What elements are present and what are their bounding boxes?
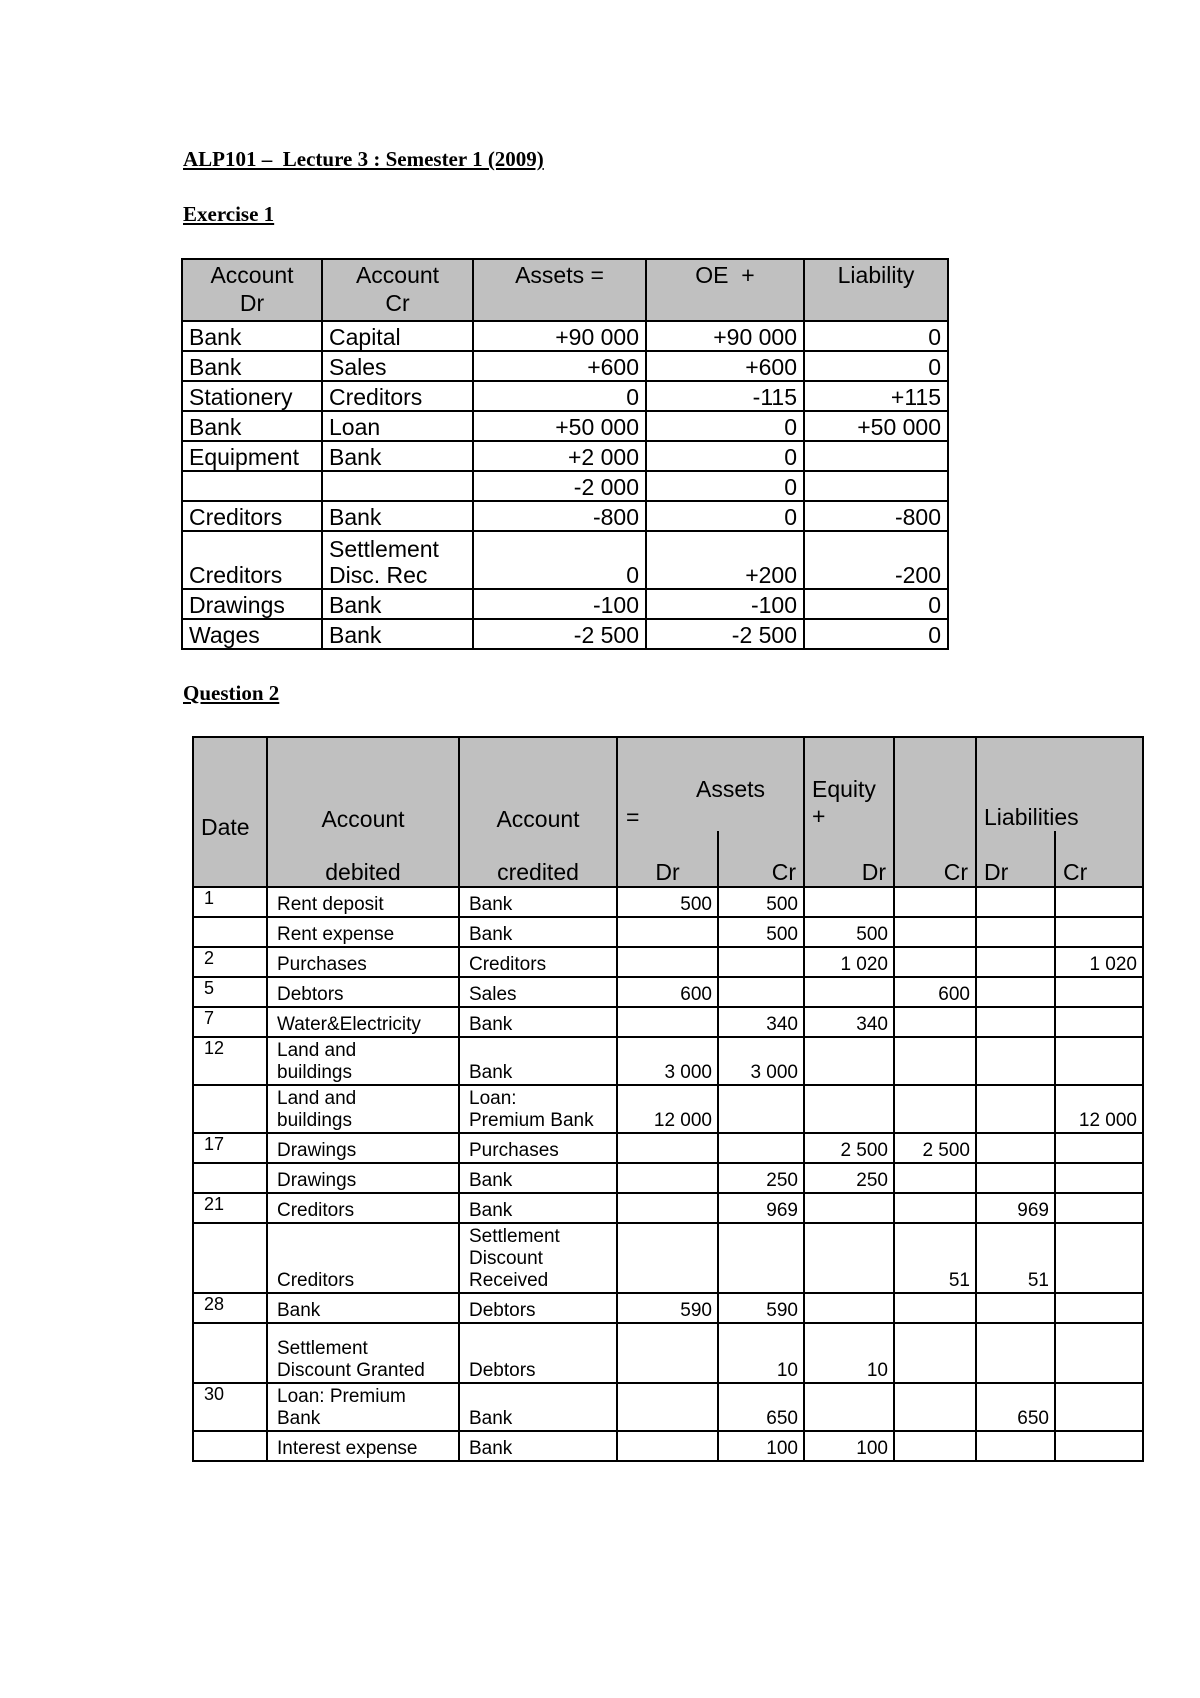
table-row xyxy=(182,589,948,619)
cell-equity-cr xyxy=(894,917,976,947)
cell-assets: +90 000 xyxy=(473,321,646,351)
cell-equity-dr: 2 500 xyxy=(804,1133,894,1163)
table-row xyxy=(182,381,948,411)
cell-account-debited: Drawings xyxy=(267,1133,459,1163)
header-equity: Equity + xyxy=(804,737,894,831)
cell-oe: -100 xyxy=(646,589,804,619)
cell-account-cr: Bank xyxy=(322,441,473,471)
header-account-debited: Account debited xyxy=(267,737,459,887)
table-row xyxy=(193,887,1143,917)
table-row xyxy=(182,441,948,471)
table-row xyxy=(193,1383,1143,1431)
cell-assets-cr xyxy=(718,1223,804,1293)
cell-account-credited: Bank xyxy=(459,887,617,917)
cell-account-debited: Creditors xyxy=(267,1223,459,1293)
table-row xyxy=(182,531,948,589)
header-liabilities: Liabilities xyxy=(976,737,1143,831)
cell-account-cr xyxy=(322,471,473,501)
cell-assets-cr: 969 xyxy=(718,1193,804,1223)
cell-account-debited: Rent expense xyxy=(267,917,459,947)
cell-liabilities-dr xyxy=(976,947,1055,977)
cell-oe: 0 xyxy=(646,471,804,501)
cell-equity-dr: 340 xyxy=(804,1007,894,1037)
table-row xyxy=(182,619,948,649)
cell-equity-dr: 1 020 xyxy=(804,947,894,977)
cell-account-debited: Debtors xyxy=(267,977,459,1007)
cell-date: 7 xyxy=(193,1007,267,1037)
cell-account-dr xyxy=(182,471,322,501)
cell-liability xyxy=(804,441,948,471)
cell-liabilities-dr xyxy=(976,1163,1055,1193)
question2-body xyxy=(193,887,1143,1461)
cell-date: 2 xyxy=(193,947,267,977)
cell-equity-cr xyxy=(894,1193,976,1223)
cell-assets-cr xyxy=(718,947,804,977)
cell-liabilities-cr xyxy=(1055,1431,1143,1461)
cell-equity-dr xyxy=(804,977,894,1007)
table-row xyxy=(193,1323,1143,1383)
cell-assets-dr: 500 xyxy=(617,887,718,917)
header-date: Date xyxy=(193,737,267,887)
header-assets-cr: Cr xyxy=(718,831,804,887)
cell-assets: +600 xyxy=(473,351,646,381)
cell-liabilities-cr xyxy=(1055,977,1143,1007)
cell-assets-dr xyxy=(617,1431,718,1461)
cell-date xyxy=(193,1223,267,1293)
cell-account-cr: Loan xyxy=(322,411,473,441)
cell-assets-cr: 10 xyxy=(718,1323,804,1383)
header-equity-cr: Cr xyxy=(894,831,976,887)
cell-assets-dr xyxy=(617,1383,718,1431)
exercise1-header-row xyxy=(182,259,948,321)
cell-assets-dr: 600 xyxy=(617,977,718,1007)
table-row xyxy=(182,351,948,381)
cell-assets-cr: 650 xyxy=(718,1383,804,1431)
header-liabilities-cr: Cr xyxy=(1055,831,1143,887)
cell-date: 1 xyxy=(193,887,267,917)
cell-liability: +50 000 xyxy=(804,411,948,441)
cell-oe: 0 xyxy=(646,411,804,441)
cell-assets-cr: 500 xyxy=(718,887,804,917)
cell-equity-cr xyxy=(894,1163,976,1193)
cell-equity-dr xyxy=(804,1293,894,1323)
cell-liability: 0 xyxy=(804,351,948,381)
table-row xyxy=(193,1085,1143,1133)
cell-assets-dr xyxy=(617,1007,718,1037)
cell-account-credited: Settlement Discount Received xyxy=(459,1223,617,1293)
cell-oe: -2 500 xyxy=(646,619,804,649)
cell-equity-dr: 100 xyxy=(804,1431,894,1461)
cell-date: 28 xyxy=(193,1293,267,1323)
cell-assets-cr: 250 xyxy=(718,1163,804,1193)
table-row xyxy=(182,321,948,351)
cell-liability: 0 xyxy=(804,589,948,619)
cell-assets: -100 xyxy=(473,589,646,619)
cell-equity-dr xyxy=(804,1193,894,1223)
cell-liabilities-dr xyxy=(976,1323,1055,1383)
cell-oe: 0 xyxy=(646,441,804,471)
cell-date: 17 xyxy=(193,1133,267,1163)
cell-account-cr: Bank xyxy=(322,589,473,619)
table-row xyxy=(193,1133,1143,1163)
cell-date: 21 xyxy=(193,1193,267,1223)
cell-equity-cr xyxy=(894,1085,976,1133)
header-liabilities-dr: Dr xyxy=(976,831,1055,887)
cell-liabilities-cr xyxy=(1055,917,1143,947)
cell-liabilities-dr xyxy=(976,917,1055,947)
cell-account-cr: Bank xyxy=(322,501,473,531)
cell-account-credited: Debtors xyxy=(459,1293,617,1323)
cell-account-debited: Settlement Discount Granted xyxy=(267,1323,459,1383)
header-equity-dr: Dr xyxy=(804,831,894,887)
cell-equity-dr xyxy=(804,887,894,917)
cell-date xyxy=(193,1163,267,1193)
cell-account-cr: Sales xyxy=(322,351,473,381)
header-assets: Assets = xyxy=(617,737,804,831)
cell-account-debited: Water&Electricity xyxy=(267,1007,459,1037)
header-equity-cr-top xyxy=(894,737,976,831)
table-row xyxy=(193,1007,1143,1037)
cell-date xyxy=(193,1085,267,1133)
header-account-dr: Account Dr xyxy=(182,259,322,321)
cell-account-credited: Bank xyxy=(459,1007,617,1037)
cell-assets-cr: 590 xyxy=(718,1293,804,1323)
cell-assets: +50 000 xyxy=(473,411,646,441)
cell-assets-dr: 3 000 xyxy=(617,1037,718,1085)
cell-account-debited: Creditors xyxy=(267,1193,459,1223)
cell-equity-dr xyxy=(804,1085,894,1133)
cell-account-debited: Drawings xyxy=(267,1163,459,1193)
cell-assets-cr: 3 000 xyxy=(718,1037,804,1085)
cell-account-dr: Creditors xyxy=(182,531,322,589)
cell-date: 5 xyxy=(193,977,267,1007)
cell-account-debited: Purchases xyxy=(267,947,459,977)
cell-equity-cr xyxy=(894,1037,976,1085)
cell-account-credited: Bank xyxy=(459,917,617,947)
cell-assets-cr: 500 xyxy=(718,917,804,947)
cell-liabilities-cr xyxy=(1055,1037,1143,1085)
cell-account-credited: Sales xyxy=(459,977,617,1007)
cell-equity-cr xyxy=(894,1323,976,1383)
cell-assets-cr: 100 xyxy=(718,1431,804,1461)
cell-account-dr: Drawings xyxy=(182,589,322,619)
cell-assets-dr: 590 xyxy=(617,1293,718,1323)
table-row xyxy=(193,1293,1143,1323)
cell-equity-cr xyxy=(894,1007,976,1037)
table-row xyxy=(193,1223,1143,1293)
exercise1-heading: Exercise 1 xyxy=(183,202,275,226)
cell-assets-dr xyxy=(617,1323,718,1383)
cell-assets-cr xyxy=(718,977,804,1007)
cell-assets-dr: 12 000 xyxy=(617,1085,718,1133)
header-assets-dr: Dr xyxy=(617,831,718,887)
cell-liabilities-dr xyxy=(976,1133,1055,1163)
cell-account-credited: Loan: Premium Bank xyxy=(459,1085,617,1133)
cell-liabilities-dr xyxy=(976,1085,1055,1133)
header-assets: Assets = xyxy=(473,259,646,321)
cell-equity-dr xyxy=(804,1383,894,1431)
cell-account-dr: Wages xyxy=(182,619,322,649)
question2-header-row-top xyxy=(193,737,1143,831)
cell-liabilities-cr xyxy=(1055,1323,1143,1383)
cell-assets-cr: 340 xyxy=(718,1007,804,1037)
cell-equity-cr xyxy=(894,1383,976,1431)
cell-oe: +200 xyxy=(646,531,804,589)
header-oe: OE + xyxy=(646,259,804,321)
table-row xyxy=(182,501,948,531)
cell-liabilities-dr: 51 xyxy=(976,1223,1055,1293)
cell-account-debited: Bank xyxy=(267,1293,459,1323)
table-row xyxy=(182,471,948,501)
cell-date: 30 xyxy=(193,1383,267,1431)
cell-assets-dr xyxy=(617,1163,718,1193)
table-row xyxy=(193,947,1143,977)
cell-liabilities-cr xyxy=(1055,1223,1143,1293)
cell-liabilities-dr xyxy=(976,977,1055,1007)
cell-assets-cr xyxy=(718,1085,804,1133)
cell-oe: +90 000 xyxy=(646,321,804,351)
cell-liabilities-dr xyxy=(976,1007,1055,1037)
cell-liability: +115 xyxy=(804,381,948,411)
cell-account-dr: Creditors xyxy=(182,501,322,531)
cell-account-credited: Creditors xyxy=(459,947,617,977)
header-liability: Liability xyxy=(804,259,948,321)
cell-date xyxy=(193,1431,267,1461)
cell-account-credited: Debtors xyxy=(459,1323,617,1383)
cell-liabilities-cr xyxy=(1055,887,1143,917)
cell-liabilities-dr xyxy=(976,1293,1055,1323)
cell-liabilities-dr xyxy=(976,1037,1055,1085)
cell-equity-cr xyxy=(894,1293,976,1323)
cell-assets-dr xyxy=(617,917,718,947)
cell-account-dr: Bank xyxy=(182,321,322,351)
cell-liability: 0 xyxy=(804,321,948,351)
cell-account-credited: Bank xyxy=(459,1193,617,1223)
cell-liabilities-cr xyxy=(1055,1007,1143,1037)
cell-equity-cr xyxy=(894,887,976,917)
cell-assets: 0 xyxy=(473,531,646,589)
question2-heading: Question 2 xyxy=(183,681,280,705)
table-row xyxy=(193,1037,1143,1085)
cell-account-dr: Bank xyxy=(182,351,322,381)
cell-liability xyxy=(804,471,948,501)
cell-liabilities-dr xyxy=(976,887,1055,917)
cell-liability: 0 xyxy=(804,619,948,649)
cell-account-credited: Bank xyxy=(459,1163,617,1193)
cell-liability: -800 xyxy=(804,501,948,531)
cell-account-dr: Bank xyxy=(182,411,322,441)
cell-liabilities-dr xyxy=(976,1431,1055,1461)
cell-account-debited: Land and buildings xyxy=(267,1037,459,1085)
cell-date xyxy=(193,1323,267,1383)
document-title: ALP101 – Lecture 3 : Semester 1 (2009) xyxy=(183,147,544,171)
table-row xyxy=(193,977,1143,1007)
cell-assets: 0 xyxy=(473,381,646,411)
cell-account-cr: Settlement Disc. Rec xyxy=(322,531,473,589)
table-row xyxy=(193,1163,1143,1193)
cell-liabilities-cr xyxy=(1055,1293,1143,1323)
cell-account-cr: Creditors xyxy=(322,381,473,411)
cell-liabilities-cr xyxy=(1055,1193,1143,1223)
cell-account-debited: Rent deposit xyxy=(267,887,459,917)
exercise1-body xyxy=(182,321,948,649)
table-row xyxy=(193,1431,1143,1461)
cell-account-credited: Bank xyxy=(459,1431,617,1461)
question2-table xyxy=(192,736,1144,1462)
cell-equity-cr: 2 500 xyxy=(894,1133,976,1163)
cell-liability: -200 xyxy=(804,531,948,589)
cell-account-dr: Stationery xyxy=(182,381,322,411)
cell-account-debited: Land and buildings xyxy=(267,1085,459,1133)
exercise1-table xyxy=(181,258,949,650)
cell-liabilities-cr: 1 020 xyxy=(1055,947,1143,977)
cell-account-debited: Interest expense xyxy=(267,1431,459,1461)
cell-oe: 0 xyxy=(646,501,804,531)
cell-equity-cr: 600 xyxy=(894,977,976,1007)
cell-oe: -115 xyxy=(646,381,804,411)
cell-assets-dr xyxy=(617,1133,718,1163)
cell-equity-dr: 500 xyxy=(804,917,894,947)
cell-account-credited: Purchases xyxy=(459,1133,617,1163)
cell-liabilities-dr: 969 xyxy=(976,1193,1055,1223)
cell-assets-dr xyxy=(617,947,718,977)
cell-assets: -2 500 xyxy=(473,619,646,649)
cell-assets-dr xyxy=(617,1223,718,1293)
cell-assets: +2 000 xyxy=(473,441,646,471)
table-row xyxy=(193,917,1143,947)
cell-liabilities-cr xyxy=(1055,1383,1143,1431)
cell-account-credited: Bank xyxy=(459,1037,617,1085)
cell-equity-dr: 10 xyxy=(804,1323,894,1383)
cell-account-credited: Bank xyxy=(459,1383,617,1431)
cell-equity-dr xyxy=(804,1037,894,1085)
cell-date: 12 xyxy=(193,1037,267,1085)
cell-account-cr: Bank xyxy=(322,619,473,649)
cell-assets-cr xyxy=(718,1133,804,1163)
cell-equity-cr xyxy=(894,1431,976,1461)
table-row xyxy=(182,411,948,441)
cell-liabilities-cr xyxy=(1055,1163,1143,1193)
cell-oe: +600 xyxy=(646,351,804,381)
header-account-credited: Account credited xyxy=(459,737,617,887)
header-account-cr: Account Cr xyxy=(322,259,473,321)
cell-account-cr: Capital xyxy=(322,321,473,351)
cell-liabilities-cr: 12 000 xyxy=(1055,1085,1143,1133)
cell-assets: -2 000 xyxy=(473,471,646,501)
cell-date xyxy=(193,917,267,947)
cell-equity-dr: 250 xyxy=(804,1163,894,1193)
cell-assets-dr xyxy=(617,1193,718,1223)
table-row xyxy=(193,1193,1143,1223)
cell-assets: -800 xyxy=(473,501,646,531)
cell-account-debited: Loan: Premium Bank xyxy=(267,1383,459,1431)
cell-equity-dr xyxy=(804,1223,894,1293)
cell-equity-cr: 51 xyxy=(894,1223,976,1293)
cell-equity-cr xyxy=(894,947,976,977)
cell-liabilities-dr: 650 xyxy=(976,1383,1055,1431)
cell-liabilities-cr xyxy=(1055,1133,1143,1163)
cell-account-dr: Equipment xyxy=(182,441,322,471)
